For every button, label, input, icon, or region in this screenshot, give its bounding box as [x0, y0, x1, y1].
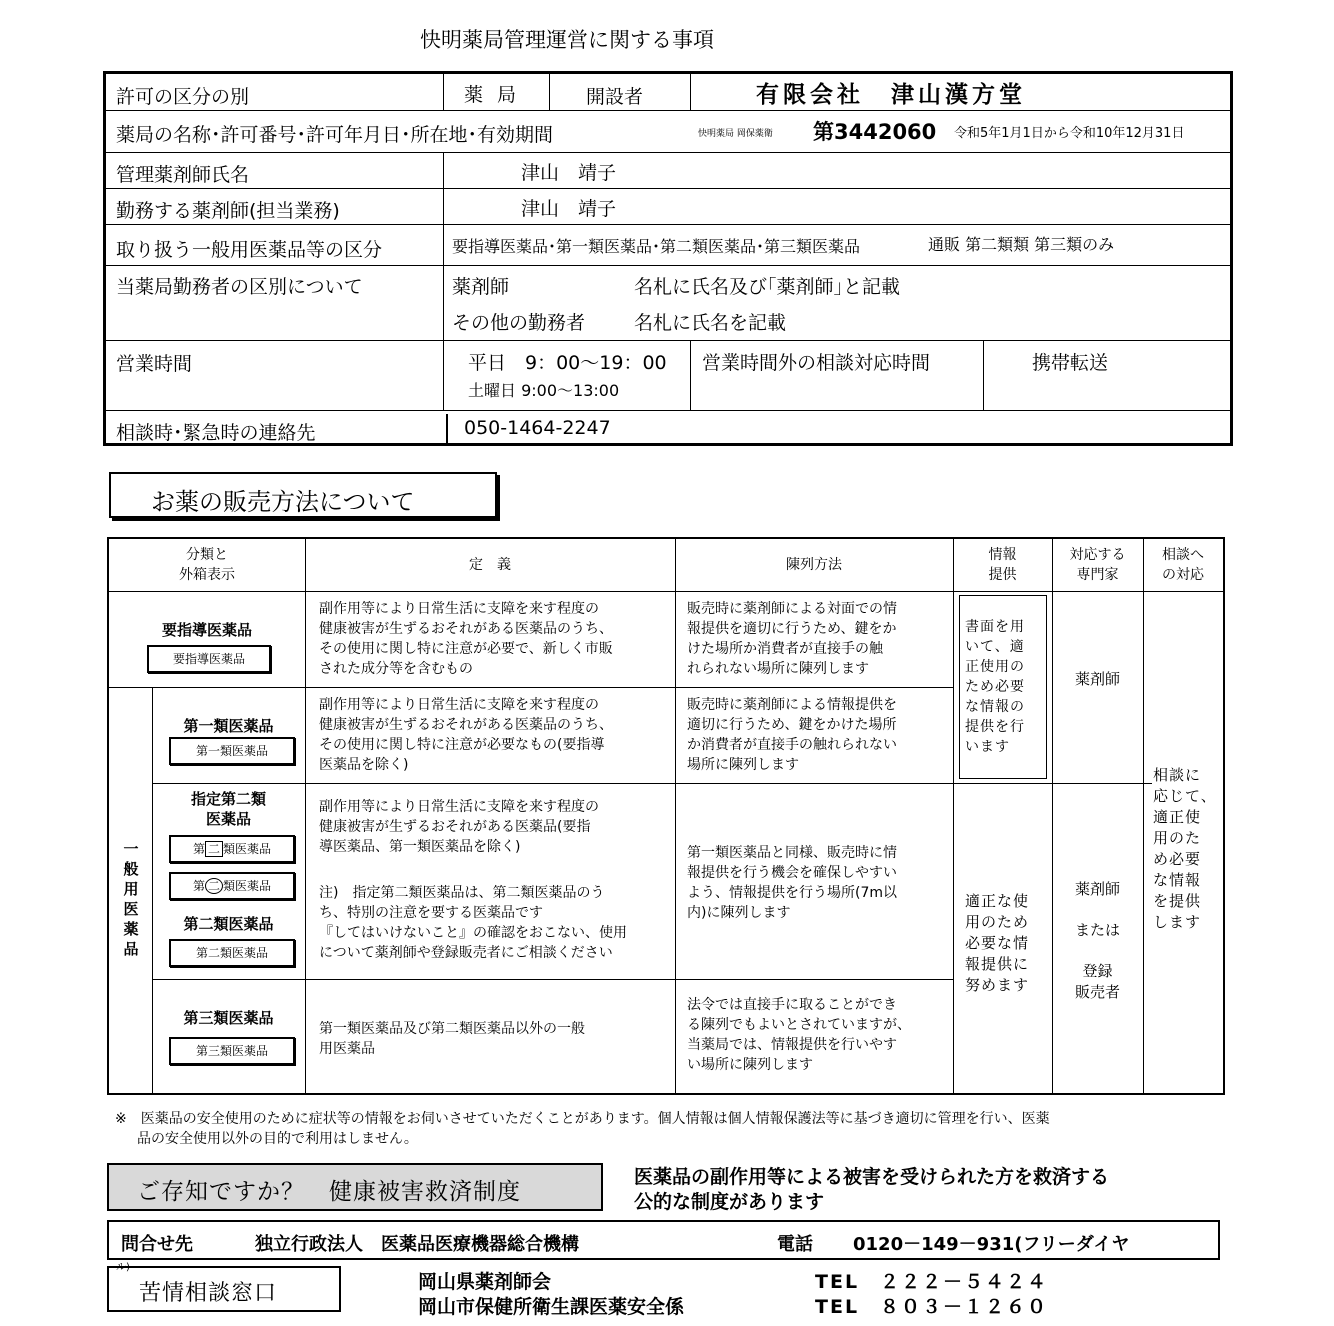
otc-value: 要指導医薬品･第一類医薬品･第二類医薬品･第三類医薬品	[452, 237, 861, 256]
relief-system-title: ご存知ですか？ 健康被害救済制度	[107, 1163, 603, 1211]
inquiry-tel: 0120－149－931(フリーダイヤ	[853, 1234, 1130, 1255]
col-divider	[443, 152, 444, 410]
row-divider	[106, 188, 1230, 189]
manager-label: 管理薬剤師氏名	[116, 164, 250, 186]
contact-value: 050-1464-2247	[464, 417, 611, 439]
founder-value: 有限会社 津山漢方堂	[756, 82, 1026, 108]
col-divider	[690, 74, 691, 110]
col-divider	[953, 539, 954, 1093]
medicine-table	[107, 537, 1225, 1095]
box-label-class1: 第一類医薬品	[169, 737, 295, 765]
col-divider	[983, 340, 984, 410]
inquiry-label: 問合せ先	[121, 1234, 193, 1255]
row-divider	[106, 110, 1230, 111]
complaints-tel1: TEL ２２２－５４２４	[815, 1271, 1049, 1293]
hours-label: 営業時間	[116, 353, 193, 375]
row-requires-guidance-definition: 副作用等により日常生活に支障を来す程度の 健康被害が生ずるおそれがある医薬品のうち、 その使用に関し特に注意が必要で、新しく市販 された成分等を含むもの	[319, 601, 613, 677]
header-category: 分類と 外箱表示	[179, 547, 235, 583]
row-divider	[106, 410, 1230, 411]
header-consult: 相談へ の対応	[1162, 547, 1204, 583]
col-divider	[152, 687, 153, 1093]
col-divider	[690, 340, 691, 410]
col-divider	[549, 74, 550, 110]
row-divider	[152, 979, 953, 980]
row-divider	[109, 687, 953, 688]
permit-value: 薬 局	[464, 84, 521, 106]
col-divider	[305, 539, 306, 1093]
inquiry-tel-continued: ル)	[116, 1262, 130, 1273]
general-medicine-label: 一 般 用 医 薬 品	[123, 840, 139, 958]
row-requires-guidance-display: 販売時に薬剤師による対面での情 報提供を適切に行うため、鍵をか けた場所か消費者が直接手の触 れられない場所に陳列します	[687, 601, 897, 677]
row-divider	[106, 265, 1230, 266]
worker2-desc: 名札に氏名を記載	[634, 312, 787, 334]
complaints-org2: 岡山市保健所衛生課医薬安全係	[418, 1296, 685, 1318]
col-divider	[675, 539, 676, 1093]
row-divider	[152, 783, 1152, 784]
complaints-tel2: TEL ８０３－１２６０	[815, 1296, 1049, 1318]
col-divider	[1143, 539, 1144, 1093]
inquiry-tel-label: 電話	[777, 1234, 813, 1255]
header-info: 情報 提供	[988, 547, 1017, 583]
row-divider	[106, 224, 1230, 225]
col-divider	[446, 414, 448, 444]
privacy-footnote: ※ 医薬品の安全使用のために症状等の情報をお伺いさせていただくことがあります。個人情報は個人情報保護法等に基づき適切に管理を行い、医薬 品の安全使用以外の目的で利用はしません。	[115, 1111, 1050, 1147]
permit-label: 許可の区分の別	[116, 86, 250, 108]
otc-label: 取り扱う一般用医薬品等の区分	[116, 239, 383, 261]
section-title: お薬の販売方法について	[109, 472, 497, 518]
consultation-response: 相談に 応じて、 適正使 用のた め必要 な情報 を提供 します	[1153, 766, 1217, 931]
relief-system-text: 医薬品の副作用等による被害を受けられた方を救済する 公的な制度があります	[634, 1166, 1110, 1213]
worker1-role: 薬剤師	[452, 276, 510, 298]
manager-value: 津山 靖子	[521, 162, 617, 184]
row-class2-display: 第一類医薬品と同様、販売時に情 報提供を行う機会を確保しやすい よう、情報提供を行う場所(7m以 内)に陳列します	[687, 845, 898, 921]
row-divider	[106, 152, 1230, 153]
info-provision-b: 適正な使 用のため 必要な情 報提供に 努めます	[965, 892, 1030, 994]
staff-value: 津山 靖子	[521, 198, 617, 220]
row-class3-display: 法令では直接手に取ることができ る陳列でもよいとされていますが、 当薬局では、情報提供を行いやす い場所に陳列します	[687, 997, 911, 1073]
page-title: 快明薬局管理運営に関する事項	[420, 28, 714, 52]
row-class1-display: 販売時に薬剤師による情報提供を 適切に行うため、鍵をかけた場所 か消費者が直接手の触れられない 場所に陳列します	[687, 697, 897, 773]
row-requires-guidance-name: 要指導医薬品	[161, 621, 252, 639]
box-label-designated-class2-a: 第 二 類医薬品	[169, 835, 295, 863]
hours-weekday: 平日 9：00～19：00	[468, 352, 667, 374]
header-display: 陳列方法	[786, 557, 842, 573]
col-divider	[1052, 539, 1053, 1093]
contact-label: 相談時･緊急時の連絡先	[116, 422, 316, 444]
info-provision-a: 書面を用 いて、適 正使用の ため必要 な情報の 提供を行 います	[965, 619, 1025, 755]
inquiry-org: 独立行政法人 医薬品医療機器総合機構	[255, 1234, 579, 1255]
box-label-class2: 第二類医薬品	[169, 939, 295, 967]
row-class3-name: 第三類医薬品	[183, 1009, 274, 1027]
after-hours-label: 営業時間外の相談対応時間	[702, 352, 931, 374]
box-label-designated-class2-b: 第 二 類医薬品	[169, 872, 295, 900]
col-divider	[443, 74, 444, 110]
complaints-label: 苦情相談窓口	[107, 1266, 341, 1312]
row-class2-name: 第二類医薬品	[183, 915, 274, 933]
workers-label: 当薬局勤務者の区別について	[116, 276, 363, 298]
otc-mail-order: 通販 第二類類 第三類のみ	[928, 235, 1115, 254]
row-class2-definition: 副作用等により日常生活に支障を来す程度の 健康被害が生ずるおそれがある医薬品(要指 導医薬品、第一類医薬品を除く)	[319, 799, 599, 855]
row-class2-note: 注) 指定第二類医薬品は、第二類医薬品のう ち、特別の注意を要する医薬品です 『してはいけないこと』の確認をおこない、使用 について薬剤師や登録販売者にご相談ください	[319, 885, 627, 961]
header-expert: 対応する 専門家	[1069, 547, 1126, 583]
row-divider	[109, 591, 1223, 592]
worker1-desc: 名札に氏名及び｢薬剤師｣と記載	[634, 276, 901, 298]
validity-period: 令和5年1月1日から令和10年12月31日	[954, 126, 1185, 141]
complaints-org1: 岡山県薬剤師会	[418, 1271, 552, 1293]
row-class1-name: 第一類医薬品	[183, 717, 274, 735]
box-label-requires-guidance: 要指導医薬品	[147, 645, 271, 673]
permit-number: 第3442060	[813, 120, 937, 144]
staff-label: 勤務する薬剤師(担当業務)	[116, 200, 340, 222]
row-designated-class2-name: 指定第二類 医薬品	[190, 790, 266, 828]
header-definition: 定 義	[469, 557, 511, 573]
worker2-role: その他の勤務者	[452, 312, 586, 334]
founder-label: 開設者	[586, 86, 644, 108]
box-label-class3: 第三類医薬品	[169, 1037, 295, 1065]
expert-a: 薬剤師	[1074, 670, 1120, 688]
name-label: 薬局の名称･許可番号･許可年月日･所在地･有効期間	[116, 124, 554, 146]
after-hours-value: 携帯転送	[1032, 352, 1109, 374]
row-divider	[106, 340, 1230, 341]
row-class1-definition: 副作用等により日常生活に支障を来す程度の 健康被害が生ずるおそれがある医薬品のうち、 その使用に関し特に注意が必要なもの(要指導 医薬品を除く)	[319, 697, 613, 773]
hours-saturday: 土曜日 9:00～13:00	[468, 381, 620, 400]
pharmacy-name-small: 快明薬局 岡保薬衛	[698, 129, 773, 139]
inquiry-box	[107, 1220, 1220, 1260]
expert-b: 薬剤師 または 登録 販売者	[1074, 880, 1120, 1001]
row-class3-definition: 第一類医薬品及び第二類医薬品以外の一般 用医薬品	[319, 1021, 585, 1057]
info-table	[103, 71, 1233, 446]
